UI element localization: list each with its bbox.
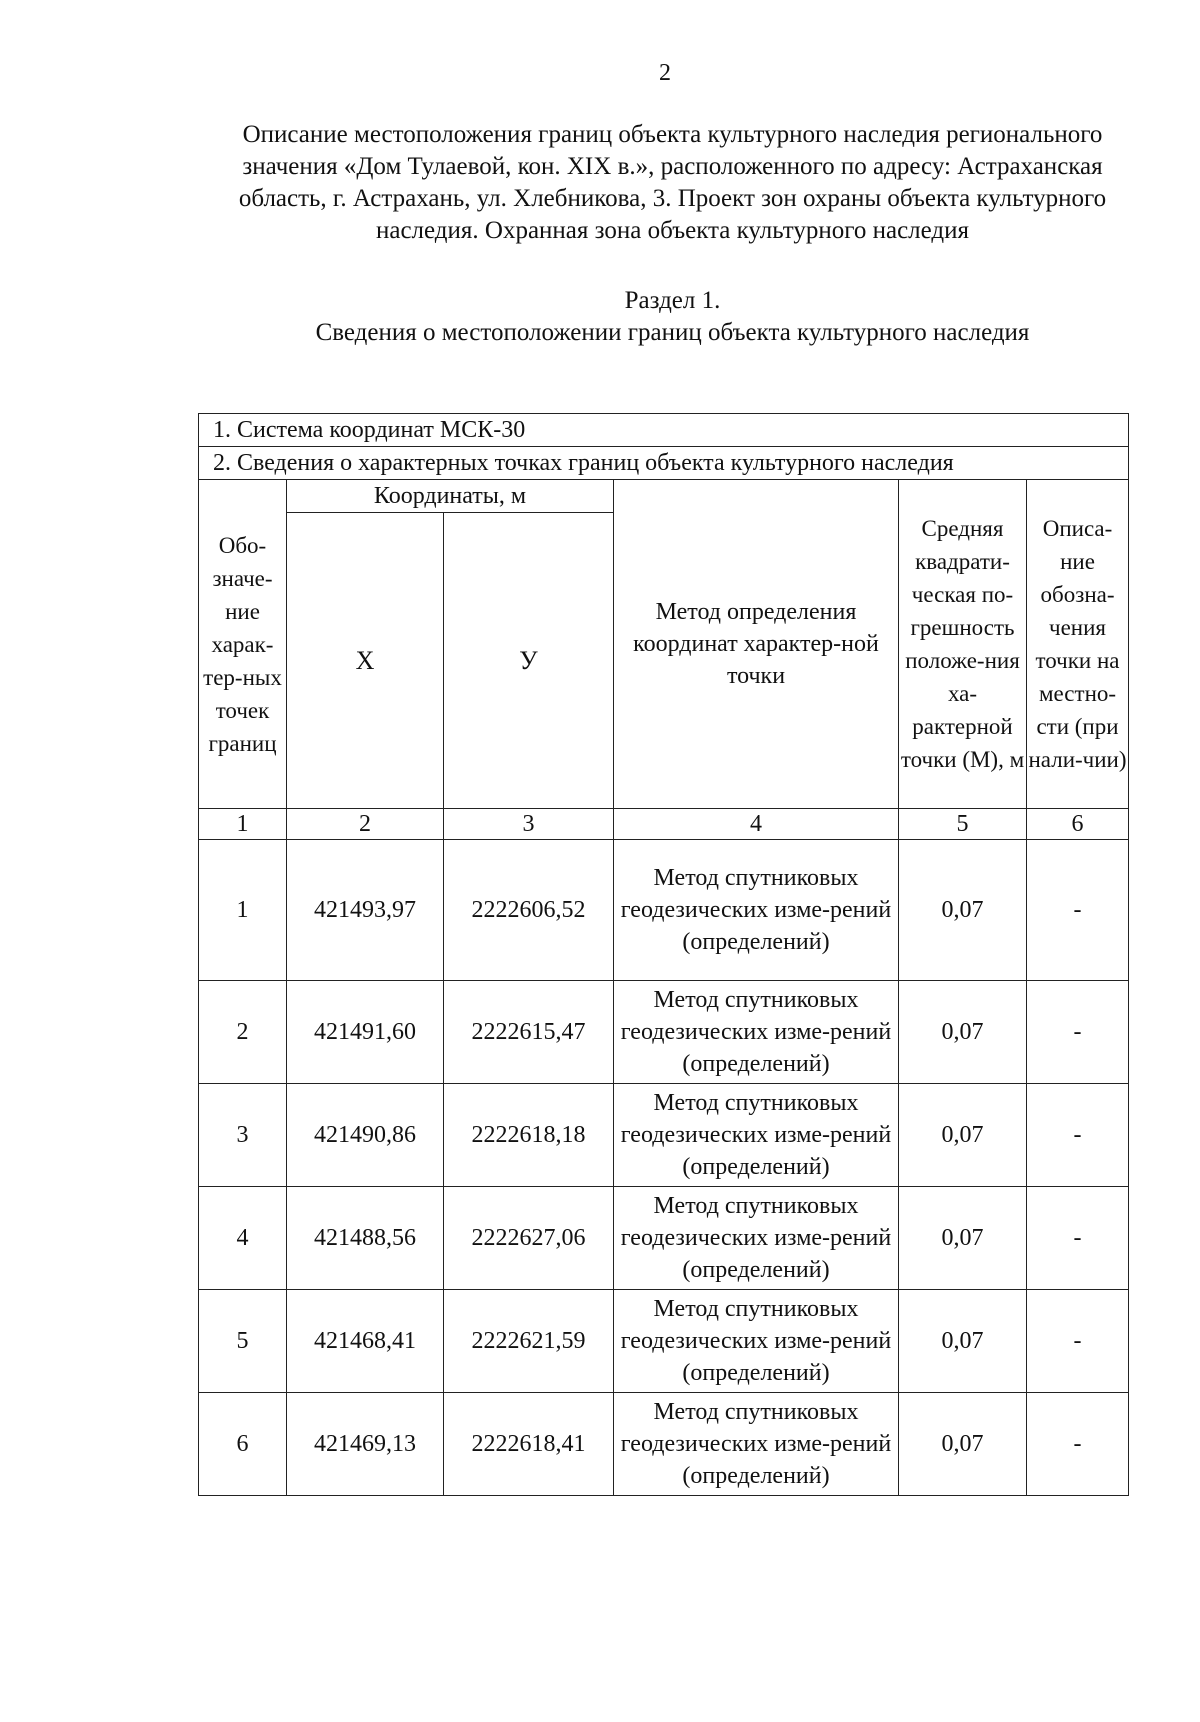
method-cell: Метод спутниковых геодезических изме-рений (определений): [614, 981, 899, 1084]
page-number: 2: [659, 60, 671, 86]
table-row: [199, 981, 1129, 1084]
coordinate-x-cell: 421468,41: [287, 1290, 444, 1393]
header-x: X: [287, 513, 444, 809]
coordinate-x-cell: 421490,86: [287, 1084, 444, 1187]
points-caption-row: [199, 447, 1129, 480]
table-row: [199, 1290, 1129, 1393]
coordinate-y-cell: 2222615,47: [444, 981, 614, 1084]
error-cell: 0,07: [899, 1290, 1027, 1393]
coordinate-x-cell: 421488,56: [287, 1187, 444, 1290]
coordinate-y-cell: 2222618,41: [444, 1393, 614, 1496]
column-number: 4: [614, 809, 899, 840]
error-cell: 0,07: [899, 1084, 1027, 1187]
header-row: [199, 480, 1129, 513]
description-cell: -: [1027, 840, 1129, 981]
point-number-cell: 2: [199, 981, 287, 1084]
error-cell: 0,07: [899, 840, 1027, 981]
coordinate-system-cell: 1. Система координат МСК-30: [199, 414, 1129, 447]
method-cell: Метод спутниковых геодезических изме-рений (определений): [614, 1393, 899, 1496]
coordinate-x-cell: 421491,60: [287, 981, 444, 1084]
column-number: 6: [1027, 809, 1129, 840]
column-number: 1: [199, 809, 287, 840]
section-label: Раздел 1.: [624, 287, 721, 314]
table-row: [199, 840, 1129, 981]
document-title: Описание местоположения границ объекта культурного наследия регионального значения «Дом Тулаевой, кон. XIX в.», расположенного по адресу: Астраханская область, г. Астрахань, ул. Хлебникова, 3. Проект зон охраны объекта культурного наследия. Охранная зона объекта культурного наследия: [238, 121, 1107, 244]
coordinate-y-cell: 2222627,06: [444, 1187, 614, 1290]
boundary-points-table: [198, 413, 1129, 1496]
header-description: Описа-ние обозна-чения точки на местно-сти (при нали-чии): [1027, 480, 1129, 809]
point-number-cell: 1: [199, 840, 287, 981]
header-y: У: [444, 513, 614, 809]
description-cell: -: [1027, 1084, 1129, 1187]
description-cell: -: [1027, 1290, 1129, 1393]
coordinate-x-cell: 421469,13: [287, 1393, 444, 1496]
description-cell: -: [1027, 1393, 1129, 1496]
table-row: [199, 1393, 1129, 1496]
error-cell: 0,07: [899, 981, 1027, 1084]
column-number: 2: [287, 809, 444, 840]
header-coordinates: Координаты, м: [287, 480, 614, 513]
description-cell: -: [1027, 1187, 1129, 1290]
coordinate-x-cell: 421493,97: [287, 840, 444, 981]
point-number-cell: 4: [199, 1187, 287, 1290]
column-number: 3: [444, 809, 614, 840]
points-caption-cell: 2. Сведения о характерных точках границ объекта культурного наследия: [199, 447, 1129, 480]
section-heading: Сведения о местоположении границ объекта культурного наследия: [315, 319, 1030, 346]
method-cell: Метод спутниковых геодезических изме-рений (определений): [614, 840, 899, 981]
coordinate-system-row: [199, 414, 1129, 447]
table-row: [199, 1187, 1129, 1290]
method-cell: Метод спутниковых геодезических изме-рений (определений): [614, 1187, 899, 1290]
column-numbers-row: [199, 809, 1129, 840]
table-row: [199, 1084, 1129, 1187]
header-method: Метод определения координат характер-ной точки: [614, 480, 899, 809]
header-error: Средняя квадрати-ческая по-грешность положе-ния ха-рактерной точки (М), м: [899, 480, 1027, 809]
coordinate-y-cell: 2222606,52: [444, 840, 614, 981]
point-number-cell: 3: [199, 1084, 287, 1187]
method-cell: Метод спутниковых геодезических изме-рений (определений): [614, 1290, 899, 1393]
coordinate-y-cell: 2222618,18: [444, 1084, 614, 1187]
method-cell: Метод спутниковых геодезических изме-рений (определений): [614, 1084, 899, 1187]
point-number-cell: 5: [199, 1290, 287, 1393]
error-cell: 0,07: [899, 1187, 1027, 1290]
error-cell: 0,07: [899, 1393, 1027, 1496]
header-point-label: Обо-значе-ние харак-тер-ных точек границ: [199, 480, 287, 809]
coordinate-y-cell: 2222621,59: [444, 1290, 614, 1393]
point-number-cell: 6: [199, 1393, 287, 1496]
column-number: 5: [899, 809, 1027, 840]
description-cell: -: [1027, 981, 1129, 1084]
